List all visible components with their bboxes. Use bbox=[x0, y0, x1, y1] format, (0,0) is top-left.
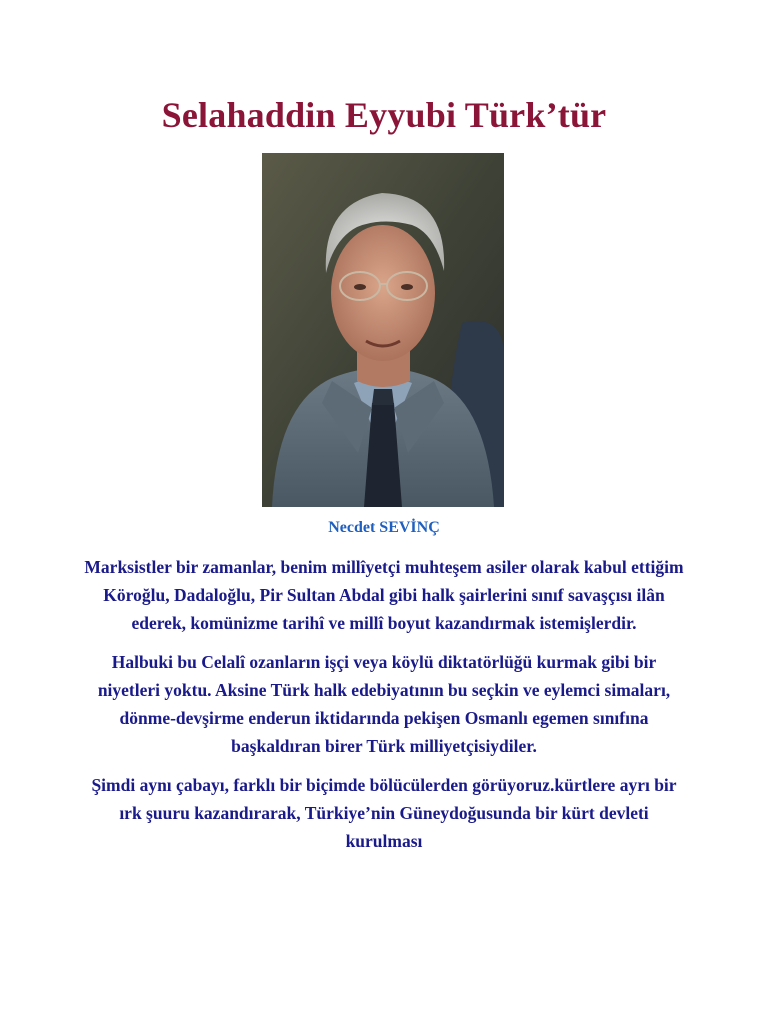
paragraph: Halbuki bu Celalî ozanların işçi veya köylü diktatörlüğü kurmak gibi bir niyetleri yoktu. Aksine Türk halk edebiyatının bu seçkin ve eylemci simaları, dönme-devşirme enderun iktidarında pekişen Osmanlı egemen sınıfına başkaldıran birer Türk milliyetçisiydiler. bbox=[97, 652, 671, 756]
author-name: Necdet SEVİNÇ bbox=[328, 519, 440, 536]
paragraph: Marksistler bir zamanlar, benim millîyetçi muhteşem asiler olarak kabul ettiğim Köroğlu, Dadaloğlu, Pir Sultan Abdal gibi halk şairlerini sınıf savaşçısı ilân ederek, komünizme tarihî ve millî boyut kazandırmak istemişlerdir. bbox=[84, 557, 684, 633]
author-photo bbox=[262, 153, 504, 507]
page-title: Selahaddin Eyyubi Türk’tür bbox=[161, 95, 607, 135]
paragraph: Şimdi aynı çabayı, farklı bir biçimde bölücülerden görüyoruz.kürtlere ayrı bir ırk şuuru kazandırarak, Türkiye’nin Güneydoğusunda bir kürt devleti kurulması bbox=[91, 775, 677, 851]
article-body bbox=[84, 553, 684, 866]
